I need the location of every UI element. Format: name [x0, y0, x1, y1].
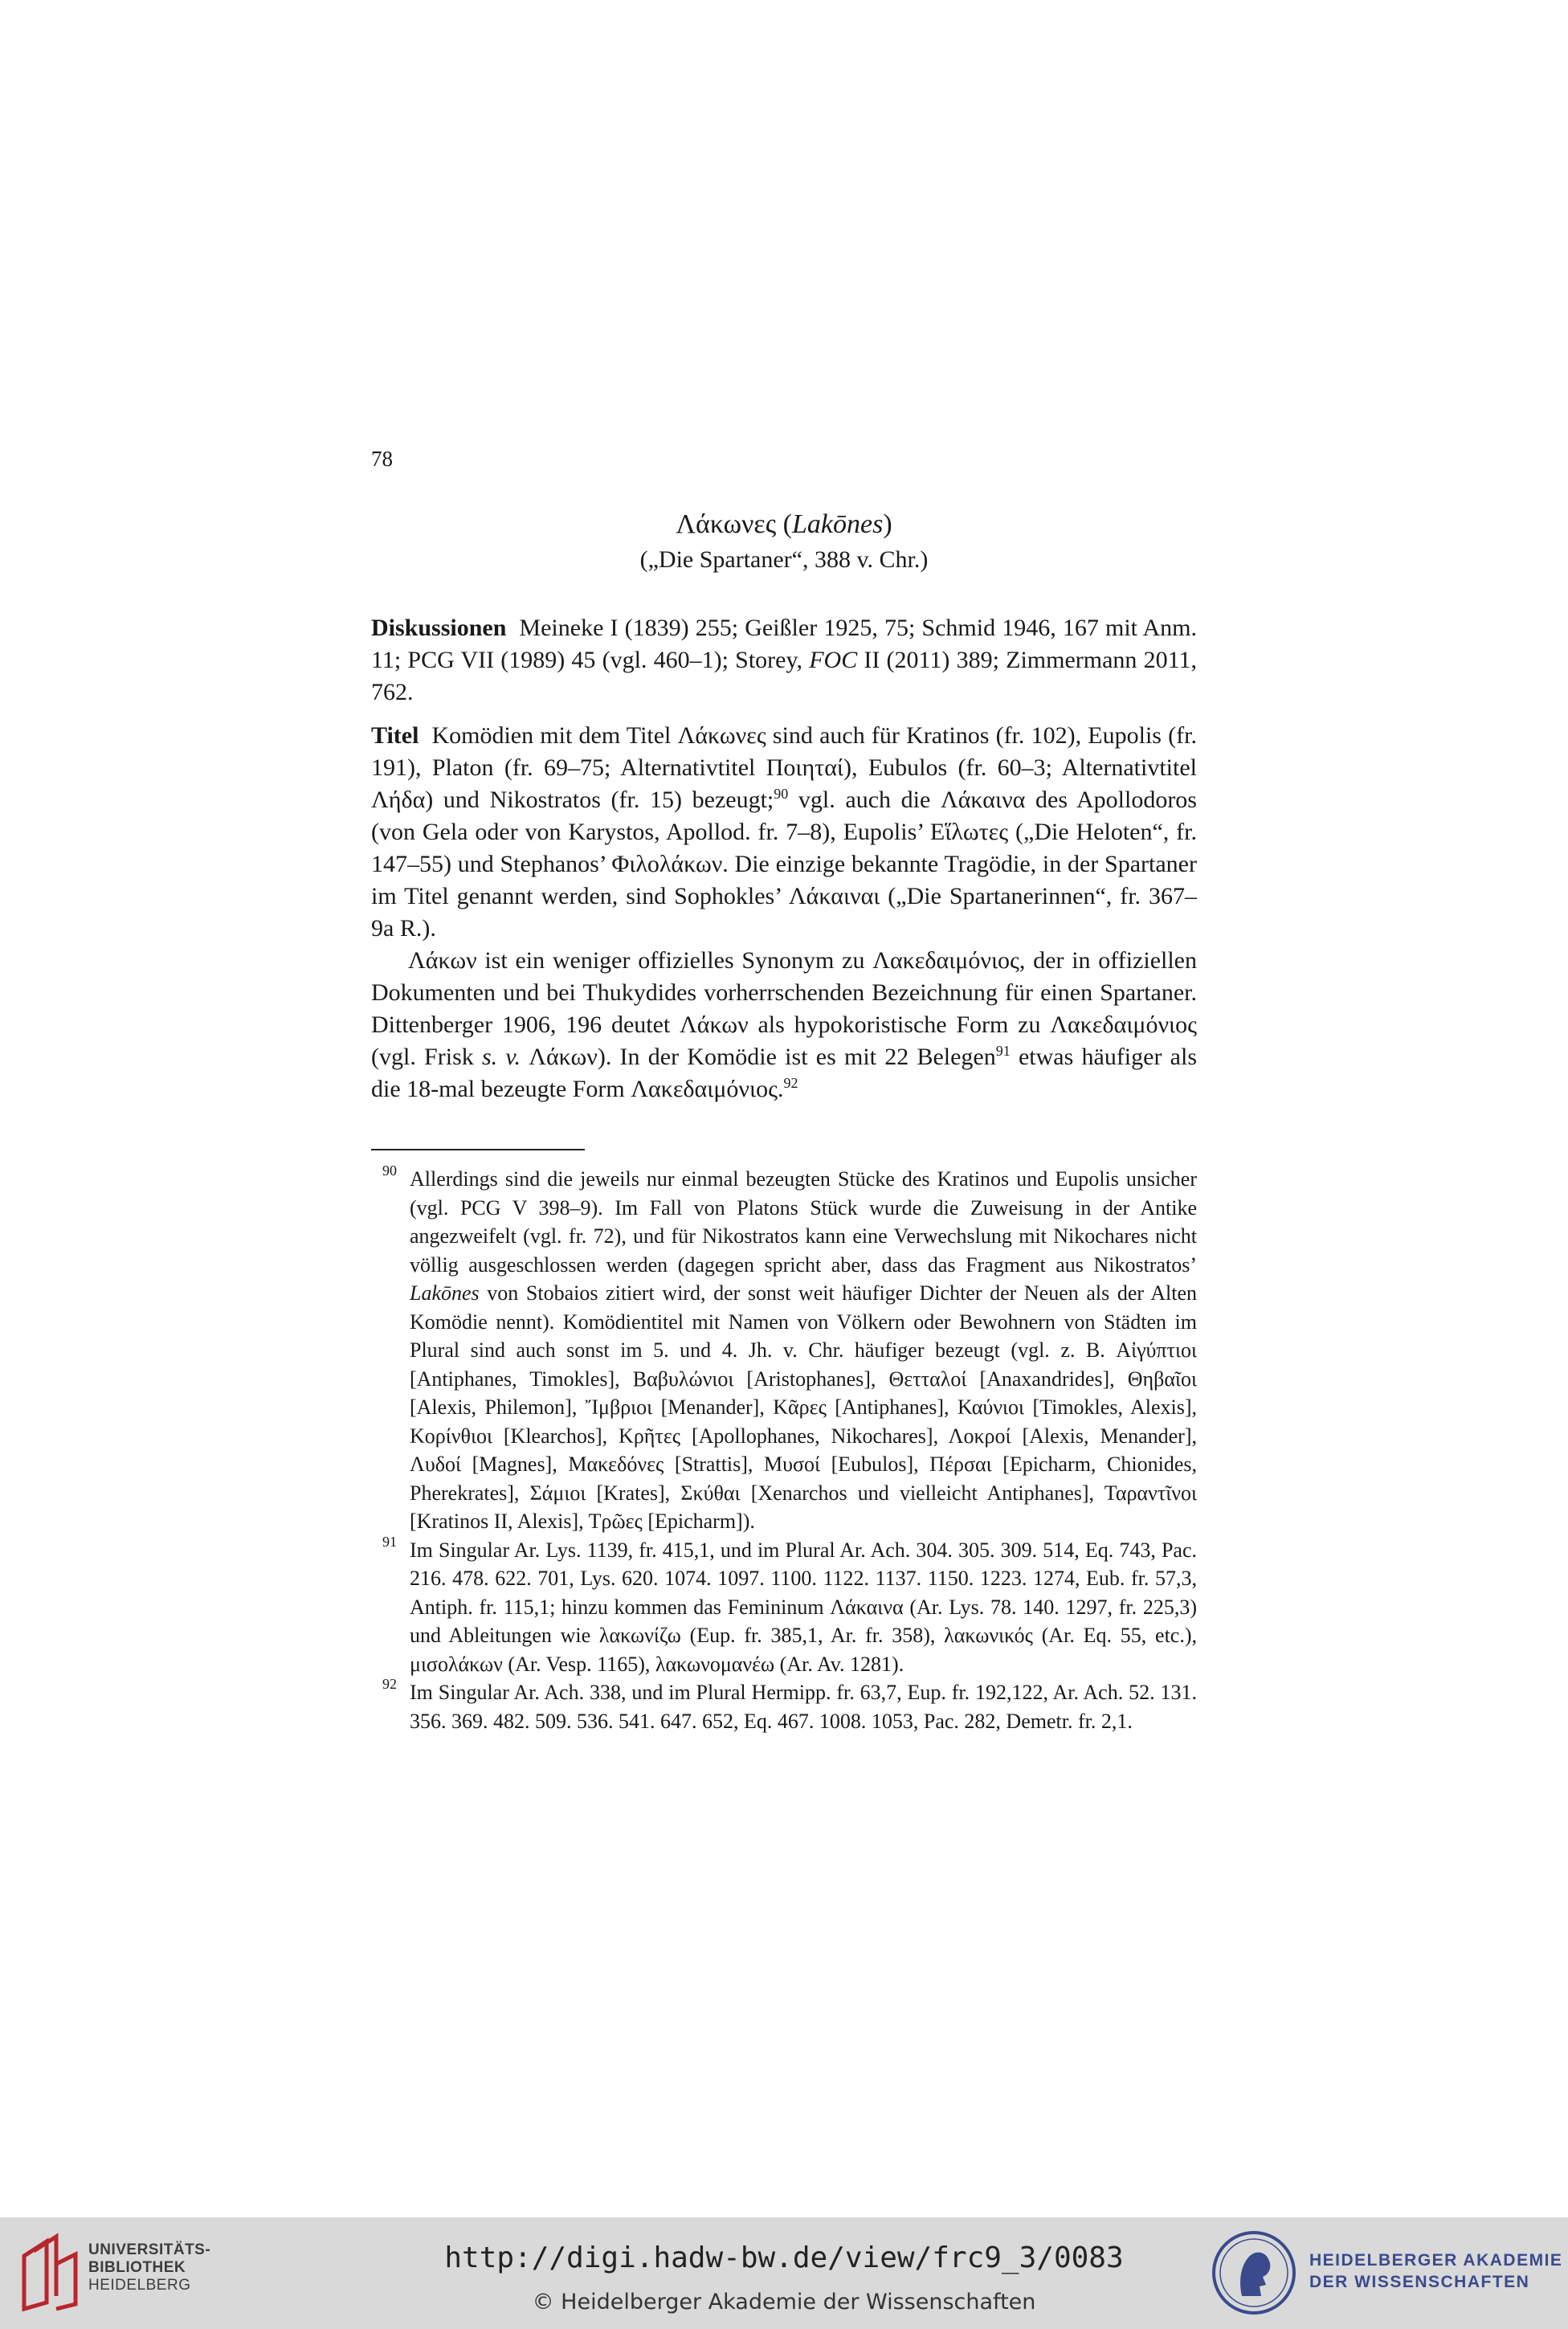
footnote-90 [371, 1162, 1197, 1536]
footnote-ref-92[interactable]: 92 [783, 1075, 798, 1091]
footnote-91 [371, 1533, 1197, 1679]
title-close-paren: ) [883, 509, 892, 539]
footnote-ref-91[interactable]: 91 [995, 1043, 1011, 1059]
footnote-number: 91 [382, 1533, 397, 1550]
footnote-italic: Lakōnes [410, 1281, 480, 1305]
footnote-text: Allerdings sind die jeweils nur einmal bezeugten Stücke des Kratinos und Eupolis unsicher (vgl. PCG V 398–9). Im Fall von Platons Stück wurde die Zuweisung in der Antike angezweifelt (vgl. fr. 72), und für Nikostratos kann eine Verwechslung mit Nikochares nicht völlig ausgeschlossen werden (dagegen spricht aber, dass das Fragment aus Nikostratos’ [410, 1167, 1197, 1277]
library-name-line: HEIDELBERG [88, 2277, 191, 2294]
footer-bar [0, 2217, 1568, 2329]
academy-seal-icon[interactable] [1210, 2229, 1298, 2317]
footnote-text: von Stobaios zitiert wird, der sonst weit häufiger Dichter der Neuen als der Alten Komödie nennt). Komödientitel mit Namen von Völkern oder Bewohnern von Städten im Plural sind auch sonst im 5. und 4. Jh. v. Chr. häufiger bezeugt (vgl. z. B. Αἰγύπτιοι [Antiphanes, Timokles], Βαβυλώνιοι [Aristophanes], Θετταλοί [Anaxandrides], Θηβαῖοι [Alexis, Philemon], Ἴμβριοι [Menander], Κᾶρες [Antiphanes], Καύνιοι [Timokles, Alexis], Κορίνθιοι [Klearchos], Κρῆτες [Apollophanes, Nikochares], Λοκροί [Alexis, Menander], Λυδοί [Magnes], Μακεδόνες [Strattis], Μυσοί [Eubulos], Πέρσαι [Epicharm, Chionides, Pherekrates], Σάμιοι [Krates], Σκύθαι [Xenarchos und vielleicht Antiphanes], Ταραντῖνοι [Kratinos II, Alexis], Τρῶες [Epicharm]). [410, 1281, 1197, 1533]
page-title [371, 506, 1197, 543]
titel-paragraph [371, 720, 1197, 945]
academy-name-line: DER WISSENSCHAFTEN [1309, 2273, 1530, 2291]
footnote-92 [371, 1678, 1197, 1735]
academy-name-line: HEIDELBERGER AKADEMIE [1309, 2251, 1563, 2270]
footnote-rule [371, 1149, 585, 1150]
titel-text-a: Komödien mit dem Titel Λάκωνες sind auch für Kratinos (fr. 102), Eupolis (fr. 191), Platon (fr. 69–75; Alternativtitel Ποιηταί), Eubulos (fr. 60–3; Alternativtitel Λήδα) und Nikostratos (fr. 15) bezeugt; [371, 722, 1197, 813]
title-block [371, 506, 1197, 577]
permalink-url[interactable]: http://digi.hadw-bw.de/view/frc9_3/0083 [444, 2241, 1124, 2274]
diskussionen-paragraph [371, 612, 1197, 709]
academy-name [1309, 2249, 1562, 2293]
lakon-paragraph [371, 945, 1197, 1105]
para2-text-a: Λάκων ist ein weniger offizielles Synonym zu Λακεδαιμόνιος, der in offiziellen Dokumenten und bei Thukydides vorherrschenden Bezeichnung für einen Spartaner. Dittenberger 1906, 196 deutet Λάκων als hypokoristische Form zu Λακεδαιμόνιος (vgl. Frisk [371, 947, 1197, 1070]
footnote-text: Im Singular Ar. Ach. 338, und im Plural Hermipp. fr. 63,7, Eup. fr. 192,122, Ar. Ach. 52. 131. 356. 369. 482. 509. 536. 541. 647. 652, Eq. 467. 1008. 1053, Pac. 282, Demetr. fr. 2,1. [410, 1681, 1197, 1733]
title-open-paren: ( [776, 509, 792, 539]
titel-label: Titel [371, 722, 419, 749]
diskussionen-text-a: Meineke I (1839) 255; Geißler 1925, 75; Schmid 1946, 167 mit Anm. 11; PCG VII (1989) 45 (vgl. 460–1); Storey, [371, 615, 1197, 673]
footnote-number: 92 [382, 1676, 397, 1692]
para2-text-b: Λάκων). In der Komödie ist es mit 22 Belegen [520, 1044, 996, 1070]
title-greek: Λάκωνες [676, 509, 777, 539]
titel-text-b: vgl. auch die Λάκαινα des Apollodoros (von Gela oder von Karystos, Apollod. fr. 7–8), Eupolis’ Εἵλωτες („Die Heloten“, fr. 147–55) und Stephanos’ Φιλολάκων. Die einzige bekannte Tragödie, in der Spartaner im Titel genannt werden, sind Sophokles’ Λάκαιναι („Die Spartanerinnen“, fr. 367–9a R.). [371, 787, 1197, 942]
title-latin: Lakōnes [791, 509, 884, 539]
footnotes [371, 1162, 1197, 1735]
diskussionen-foc: FOC [809, 647, 858, 673]
main-text [371, 612, 1197, 1105]
diskussionen-text-b: II (2011) 389; Zimmermann 2011, 762. [371, 647, 1197, 705]
library-name-line: UNIVERSITÄTS- [88, 2241, 211, 2258]
page-subtitle: („Die Spartaner“, 388 v. Chr.) [639, 546, 929, 573]
para2-sv: s. v. [481, 1044, 521, 1070]
page-number: 78 [371, 447, 393, 471]
copyright-notice: © Heidelberger Akademie der Wissenschaften [532, 2290, 1036, 2315]
para2-text-c: etwas häufiger als die 18-mal bezeugte Form Λακεδαιμόνιος. [371, 1044, 1197, 1102]
diskussionen-label: Diskussionen [371, 615, 507, 641]
footnote-number: 90 [382, 1162, 397, 1179]
library-name-line: BIBLIOTHEK [88, 2259, 186, 2276]
footnote-text: Im Singular Ar. Lys. 1139, fr. 415,1, und im Plural Ar. Ach. 304. 305. 309. 514, Eq. 743, Pac. 216. 478. 622. 701, Lys. 620. 1074. 1097. 1100. 1122. 1137. 1150. 1223. 1274, Eub. fr. 57,3, Antiph. fr. 115,1; hinzu kommen das Femininum Λάκαινα (Ar. Lys. 78. 140. 1297, fr. 225,3) und Ableitungen wie λακωνίζω (Eup. fr. 385,1, Ar. fr. 358), λακωνικός (Ar. Eq. 55, etc.), μισολάκων (Ar. Vesp. 1165), λακωνομανέω (Ar. Av. 1281). [410, 1538, 1197, 1676]
footnote-ref-90[interactable]: 90 [774, 786, 789, 802]
